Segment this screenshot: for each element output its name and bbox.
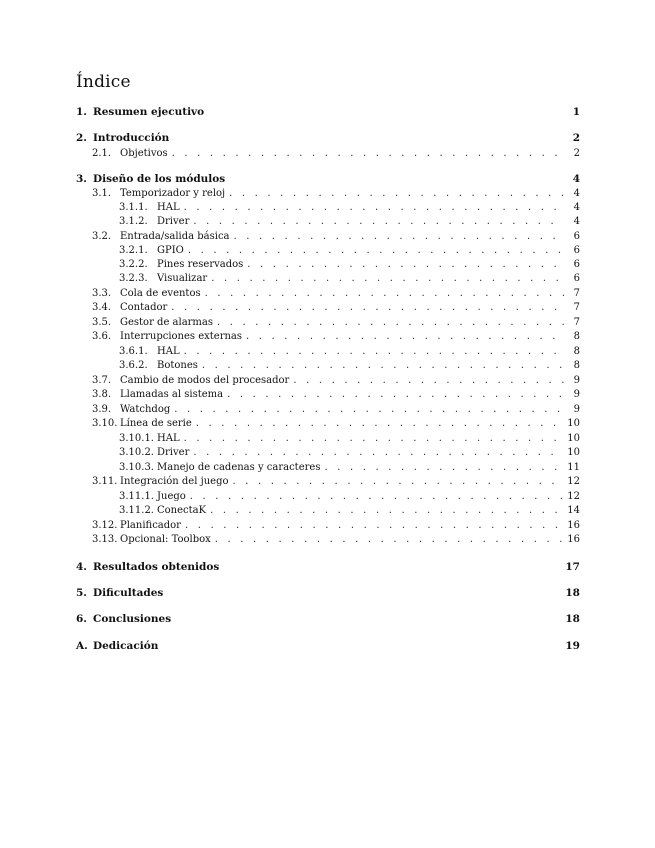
entry-title: ConectaK (157, 505, 207, 516)
toc-entry[interactable] (76, 346, 580, 358)
dot-leader (185, 520, 563, 532)
dot-leader (184, 433, 564, 445)
toc-entry[interactable] (76, 447, 580, 459)
entry-page: 12 (567, 491, 580, 502)
dot-leader (184, 202, 564, 214)
toc-entry[interactable] (76, 613, 580, 625)
entry-title: Llamadas al sistema (120, 389, 224, 400)
toc-entry[interactable] (76, 132, 580, 144)
entry-page: 6 (573, 273, 580, 284)
entry-title: Conclusiones (93, 613, 172, 625)
entry-title: Interrupciones externas (120, 331, 243, 342)
entry-number: 3.6. (92, 331, 112, 342)
entry-title: Resumen ejecutivo (93, 106, 205, 118)
toc-entry[interactable] (76, 173, 580, 185)
entry-page: 17 (565, 561, 580, 573)
entry-number: 3.2.2. (119, 259, 148, 270)
dot-leader (190, 491, 563, 503)
entry-number: 3.11.2. (119, 505, 154, 516)
entry-page: 7 (573, 288, 580, 299)
entry-title: Pines reservados (157, 259, 244, 270)
dot-leader (234, 231, 564, 243)
entry-page: 8 (573, 331, 580, 342)
toc-entry[interactable] (76, 640, 580, 652)
entry-title: Cola de eventos (120, 288, 201, 299)
entry-title: Watchdog (120, 404, 171, 415)
entry-page: 18 (565, 613, 580, 625)
toc-entry[interactable] (76, 534, 580, 546)
dot-leader (184, 346, 564, 358)
entry-page: 12 (567, 476, 580, 487)
entry-number: 2. (76, 132, 87, 144)
toc-entry[interactable] (76, 389, 580, 401)
toc-entry[interactable] (76, 331, 580, 343)
entry-title: Juego (157, 491, 186, 502)
dot-leader (211, 273, 564, 285)
entry-page: 16 (567, 534, 580, 545)
entry-page: 10 (567, 418, 580, 429)
dot-leader (171, 302, 564, 314)
entry-number: 3. (76, 173, 87, 185)
toc-entry[interactable] (76, 106, 580, 118)
entry-title: Driver (157, 447, 190, 458)
toc-title: Índice (76, 72, 131, 92)
entry-page: 9 (573, 404, 580, 415)
entry-page: 10 (567, 447, 580, 458)
entry-page: 8 (573, 346, 580, 357)
entry-title: Dificultades (93, 587, 164, 599)
dot-leader (227, 389, 564, 401)
entry-title: Temporizador y reloj (120, 188, 226, 199)
entry-page: 4 (573, 216, 580, 227)
toc-entry[interactable] (76, 505, 580, 517)
entry-number: 3.3. (92, 288, 112, 299)
entry-number: 3.11. (92, 476, 118, 487)
toc-entry[interactable] (76, 317, 580, 329)
toc-entry[interactable] (76, 462, 580, 474)
entry-number: A. (76, 640, 88, 652)
entry-page: 19 (565, 640, 580, 652)
entry-number: 3.12. (92, 520, 118, 531)
toc-entry[interactable] (76, 404, 580, 416)
entry-title: HAL (157, 433, 180, 444)
entry-number: 3.10.1. (119, 433, 154, 444)
toc-entry[interactable] (76, 375, 580, 387)
dot-leader (233, 476, 564, 488)
entry-number: 5. (76, 587, 87, 599)
entry-number: 2.1. (92, 148, 112, 159)
entry-number: 3.2. (92, 231, 112, 242)
dot-leader (188, 245, 564, 257)
toc-entry[interactable] (76, 245, 580, 257)
entry-number: 3.13. (92, 534, 118, 545)
entry-title: Introducción (93, 132, 170, 144)
entry-page: 7 (573, 302, 580, 313)
entry-title: Entrada/salida básica (120, 231, 230, 242)
entry-page: 1 (572, 106, 580, 118)
entry-page: 6 (573, 245, 580, 256)
entry-number: 3.8. (92, 389, 112, 400)
dot-leader (172, 148, 564, 160)
dot-leader (229, 188, 564, 200)
entry-title: Contador (120, 302, 168, 313)
dot-leader (202, 360, 564, 372)
entry-page: 4 (572, 173, 580, 185)
dot-leader (205, 288, 564, 300)
entry-number: 3.4. (92, 302, 112, 313)
entry-title: Visualizar (157, 273, 208, 284)
toc-entry[interactable] (76, 433, 580, 445)
dot-leader (293, 375, 564, 387)
toc-entry[interactable] (76, 259, 580, 271)
toc-entry[interactable] (76, 476, 580, 488)
toc-entry[interactable] (76, 148, 580, 160)
entry-title: Cambio de modos del procesador (120, 375, 290, 386)
toc-entry[interactable] (76, 202, 580, 214)
entry-page: 7 (573, 317, 580, 328)
dot-leader (324, 462, 563, 474)
toc-entry[interactable] (76, 360, 580, 372)
entry-page: 9 (573, 389, 580, 400)
toc-entry[interactable] (76, 491, 580, 503)
entry-title: Integración del juego (120, 476, 229, 487)
entry-title: Diseño de los módulos (93, 173, 226, 185)
entry-title: HAL (157, 202, 180, 213)
toc-entry[interactable] (76, 418, 580, 430)
toc-entry[interactable] (76, 302, 580, 314)
dot-leader (193, 447, 563, 459)
entry-page: 16 (567, 520, 580, 531)
entry-title: GPIO (157, 245, 184, 256)
entry-number: 3.10.3. (119, 462, 154, 473)
toc-entry[interactable] (76, 216, 580, 228)
toc-entry[interactable] (76, 561, 580, 573)
entry-page: 6 (573, 259, 580, 270)
dot-leader (247, 259, 564, 271)
toc-entry[interactable] (76, 288, 580, 300)
entry-title: Línea de serie (120, 418, 192, 429)
entry-title: Driver (157, 216, 190, 227)
entry-title: Planificador (120, 520, 181, 531)
entry-number: 3.11.1. (119, 491, 154, 502)
entry-title: HAL (157, 346, 180, 357)
entry-title: Dedicación (93, 640, 159, 652)
entry-page: 8 (573, 360, 580, 371)
entry-number: 3.10. (92, 418, 118, 429)
entry-page: 10 (567, 433, 580, 444)
entry-page: 11 (567, 462, 580, 473)
toc-entry[interactable] (76, 231, 580, 243)
entry-title: Opcional: Toolbox (120, 534, 211, 545)
entry-page: 4 (573, 202, 580, 213)
entry-title: Botones (157, 360, 198, 371)
entry-number: 3.6.2. (119, 360, 148, 371)
entry-title: Gestor de alarmas (120, 317, 214, 328)
entry-title: Resultados obtenidos (93, 561, 220, 573)
entry-number: 4. (76, 561, 87, 573)
entry-number: 3.10.2. (119, 447, 154, 458)
entry-number: 3.6.1. (119, 346, 148, 357)
toc-entry[interactable] (76, 188, 580, 200)
entry-number: 3.2.3. (119, 273, 148, 284)
entry-page: 2 (573, 148, 580, 159)
dot-leader (217, 317, 564, 329)
toc-entry[interactable] (76, 587, 580, 599)
entry-title: Objetivos (120, 148, 168, 159)
toc-entry[interactable] (76, 273, 580, 285)
dot-leader (174, 404, 564, 416)
entry-page: 14 (567, 505, 580, 516)
dot-leader (196, 418, 563, 430)
toc-entry[interactable] (76, 520, 580, 532)
entry-number: 1. (76, 106, 87, 118)
entry-page: 2 (572, 132, 580, 144)
dot-leader (215, 534, 564, 546)
entry-number: 3.1. (92, 188, 112, 199)
dot-leader (246, 331, 564, 343)
dot-leader (193, 216, 564, 228)
entry-title: Manejo de cadenas y caracteres (157, 462, 321, 473)
dot-leader (210, 505, 563, 517)
entry-number: 3.1.2. (119, 216, 148, 227)
entry-page: 6 (573, 231, 580, 242)
entry-number: 3.5. (92, 317, 112, 328)
entry-number: 3.2.1. (119, 245, 148, 256)
entry-page: 9 (573, 375, 580, 386)
entry-page: 18 (565, 587, 580, 599)
entry-page: 4 (573, 188, 580, 199)
entry-number: 3.7. (92, 375, 112, 386)
entry-number: 3.1.1. (119, 202, 148, 213)
entry-number: 3.9. (92, 404, 112, 415)
entry-number: 6. (76, 613, 87, 625)
